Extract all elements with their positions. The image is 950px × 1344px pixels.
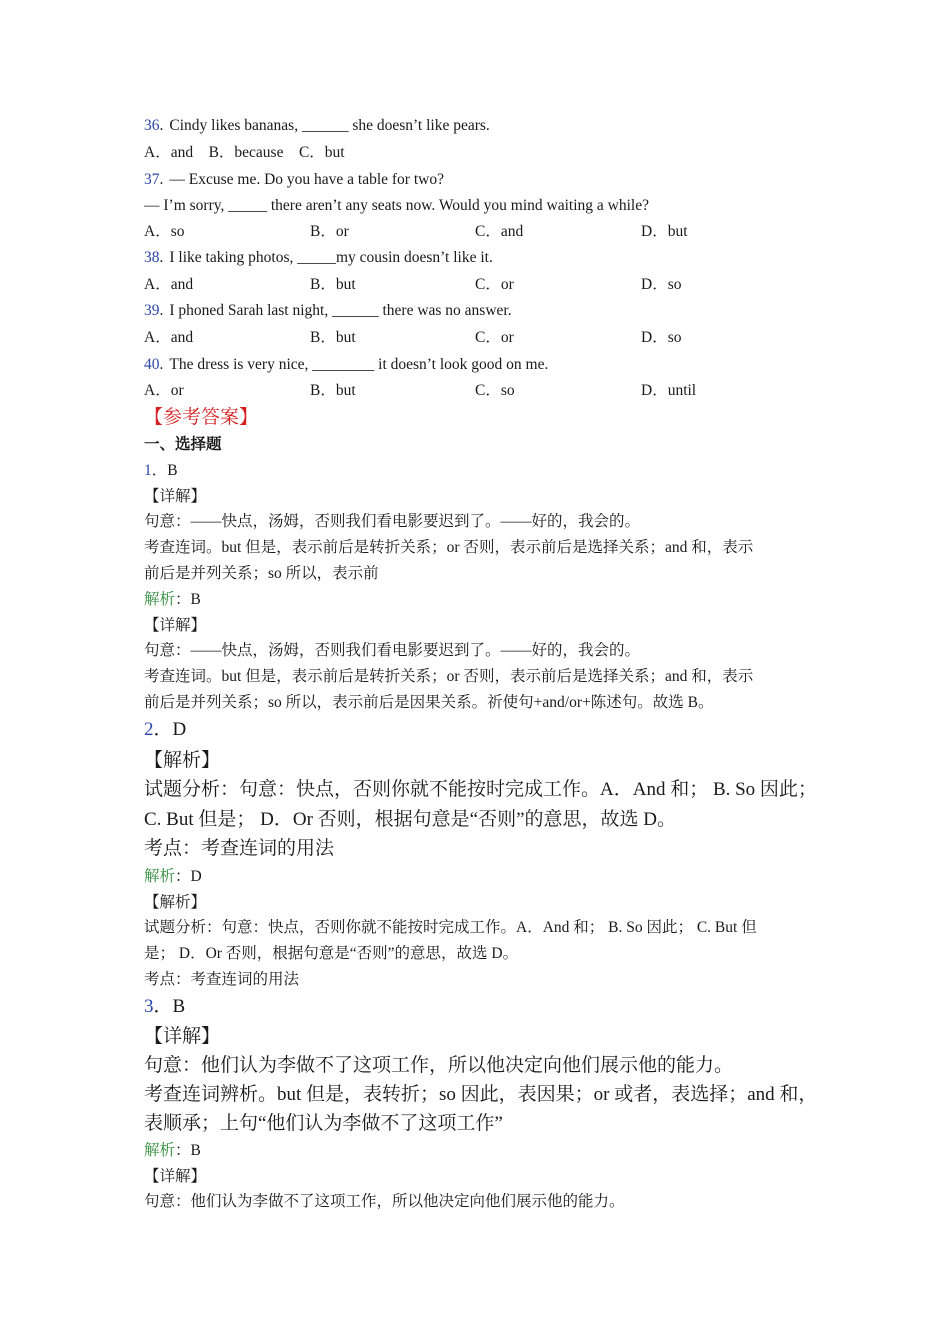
- analysis-line: [144, 590, 201, 610]
- question-number: 39: [144, 302, 160, 319]
- answer-text: 前后是并列关系；so 所以，表示前后是因果关系。祈使句+and/or+陈述句。故选 B。: [144, 694, 714, 711]
- question-39: [144, 301, 512, 321]
- question-36: [144, 116, 490, 136]
- option-a: A．or: [144, 382, 184, 399]
- answer-text-large: 试题分析：句意：快点，否则你就不能按时完成工作。A．And 和； B. So 因此；: [144, 779, 817, 800]
- answer-text: 前后是并列关系；so 所以，表示前: [144, 565, 379, 582]
- answer-text: 试题分析：句意：快点，否则你就不能按时完成工作。A．And 和； B. So 因此； C. But 但: [144, 919, 757, 936]
- answer-text-large: 考点：考查连词的用法: [144, 838, 335, 859]
- option-d: D．so: [641, 276, 682, 293]
- question-text: — Excuse me. Do you have a table for two?: [169, 171, 444, 188]
- answer-text: 句意：他们认为李做不了这项工作，所以他决定向他们展示他的能力。: [144, 1193, 625, 1210]
- answer-2: [144, 718, 186, 742]
- detail-label: 【详解】: [144, 617, 207, 634]
- question-sep: .: [159, 171, 164, 188]
- option-b: B．or: [310, 223, 349, 240]
- question-sep: .: [159, 356, 164, 373]
- option-c: C．and: [475, 223, 524, 240]
- answer-letter: ．D: [153, 719, 187, 740]
- analysis-line: [144, 867, 202, 887]
- analysis-label: 解析: [144, 1142, 176, 1159]
- answers-header: 【参考答案】: [144, 407, 259, 428]
- analysis-value: ：B: [175, 591, 201, 608]
- jiexi-label: 【解析】: [144, 894, 207, 911]
- question-40: [144, 355, 548, 375]
- option-c: C．or: [475, 329, 514, 346]
- answer-number: 3: [144, 996, 154, 1017]
- option-d: D．but: [641, 223, 688, 240]
- option-d: D．so: [641, 329, 682, 346]
- answer-text: 是； D．Or 否则，根据句意是“否则”的意思，故选 D。: [144, 945, 519, 962]
- answer-letter: ．B: [153, 996, 186, 1017]
- answer-text-large: 考查连词辨析。but 但是，表转折；so 因此，表因果；or 或者，表选择；and 和，: [144, 1084, 818, 1105]
- answer-text-large: 句意：他们认为李做不了这项工作，所以他决定向他们展示他的能力。: [144, 1055, 734, 1076]
- analysis-value: ：D: [175, 868, 202, 885]
- answer-number: 2: [144, 719, 154, 740]
- answer-text-large: 表顺承；上句“他们认为李做不了这项工作”: [144, 1113, 503, 1134]
- answer-text: 考点：考查连词的用法: [144, 971, 300, 988]
- answer-text: 句意：——快点，汤姆，否则我们看电影要迟到了。——好的，我会的。: [144, 513, 641, 530]
- question-text: Cindy likes bananas, ______ she doesn’t like pears.: [169, 117, 490, 134]
- question-37-text2: — I’m sorry, _____ there aren’t any seats now. Would you mind waiting a while?: [144, 197, 649, 214]
- answer-3: [144, 995, 185, 1019]
- question-text: I phoned Sarah last night, ______ there was no answer.: [169, 302, 512, 319]
- question-36-options: A．and B．because C．but: [144, 144, 345, 161]
- analysis-label: 解析: [144, 868, 176, 885]
- detail-label: 【详解】: [144, 1168, 207, 1185]
- question-number: 37: [144, 171, 160, 188]
- option-d: D．until: [641, 382, 697, 399]
- analysis-value: ：B: [175, 1142, 201, 1159]
- section-title: 一、选择题: [144, 436, 222, 453]
- option-b: B．but: [310, 276, 356, 293]
- question-38: [144, 248, 493, 268]
- jiexi-label: 【解析】: [144, 750, 221, 771]
- detail-label: 【详解】: [144, 488, 207, 505]
- answer-1: [144, 461, 178, 481]
- question-number: 40: [144, 356, 160, 373]
- question-sep: .: [159, 117, 164, 134]
- analysis-line: [144, 1141, 201, 1161]
- option-a: A．and: [144, 329, 194, 346]
- question-number: 36: [144, 117, 160, 134]
- analysis-label: 解析: [144, 591, 176, 608]
- option-b: B．but: [310, 382, 356, 399]
- answer-text: 句意：——快点，汤姆，否则我们看电影要迟到了。——好的，我会的。: [144, 642, 641, 659]
- answer-text: 考查连词。but 但是，表示前后是转折关系；or 否则，表示前后是选择关系；and 和，表示: [144, 668, 754, 685]
- option-b: B．but: [310, 329, 356, 346]
- detail-label: 【详解】: [144, 1026, 221, 1047]
- question-number: 38: [144, 249, 160, 266]
- question-sep: .: [159, 249, 164, 266]
- question-text: The dress is very nice, ________ it doesn’t look good on me.: [169, 356, 549, 373]
- option-a: A．and: [144, 276, 194, 293]
- option-c: C．so: [475, 382, 515, 399]
- answer-text: 考查连词。but 但是，表示前后是转折关系；or 否则，表示前后是选择关系；and 和，表示: [144, 539, 754, 556]
- answer-text-large: C. But 但是； D．Or 否则，根据句意是“否则”的意思，故选 D。: [144, 809, 676, 830]
- question-sep: .: [159, 302, 164, 319]
- option-a: A．so: [144, 223, 185, 240]
- answer-letter: ．B: [151, 462, 178, 479]
- answer-number: 1: [144, 462, 152, 479]
- option-c: C．or: [475, 276, 514, 293]
- question-37: [144, 170, 444, 190]
- question-text: I like taking photos, _____my cousin doesn’t like it.: [169, 249, 493, 266]
